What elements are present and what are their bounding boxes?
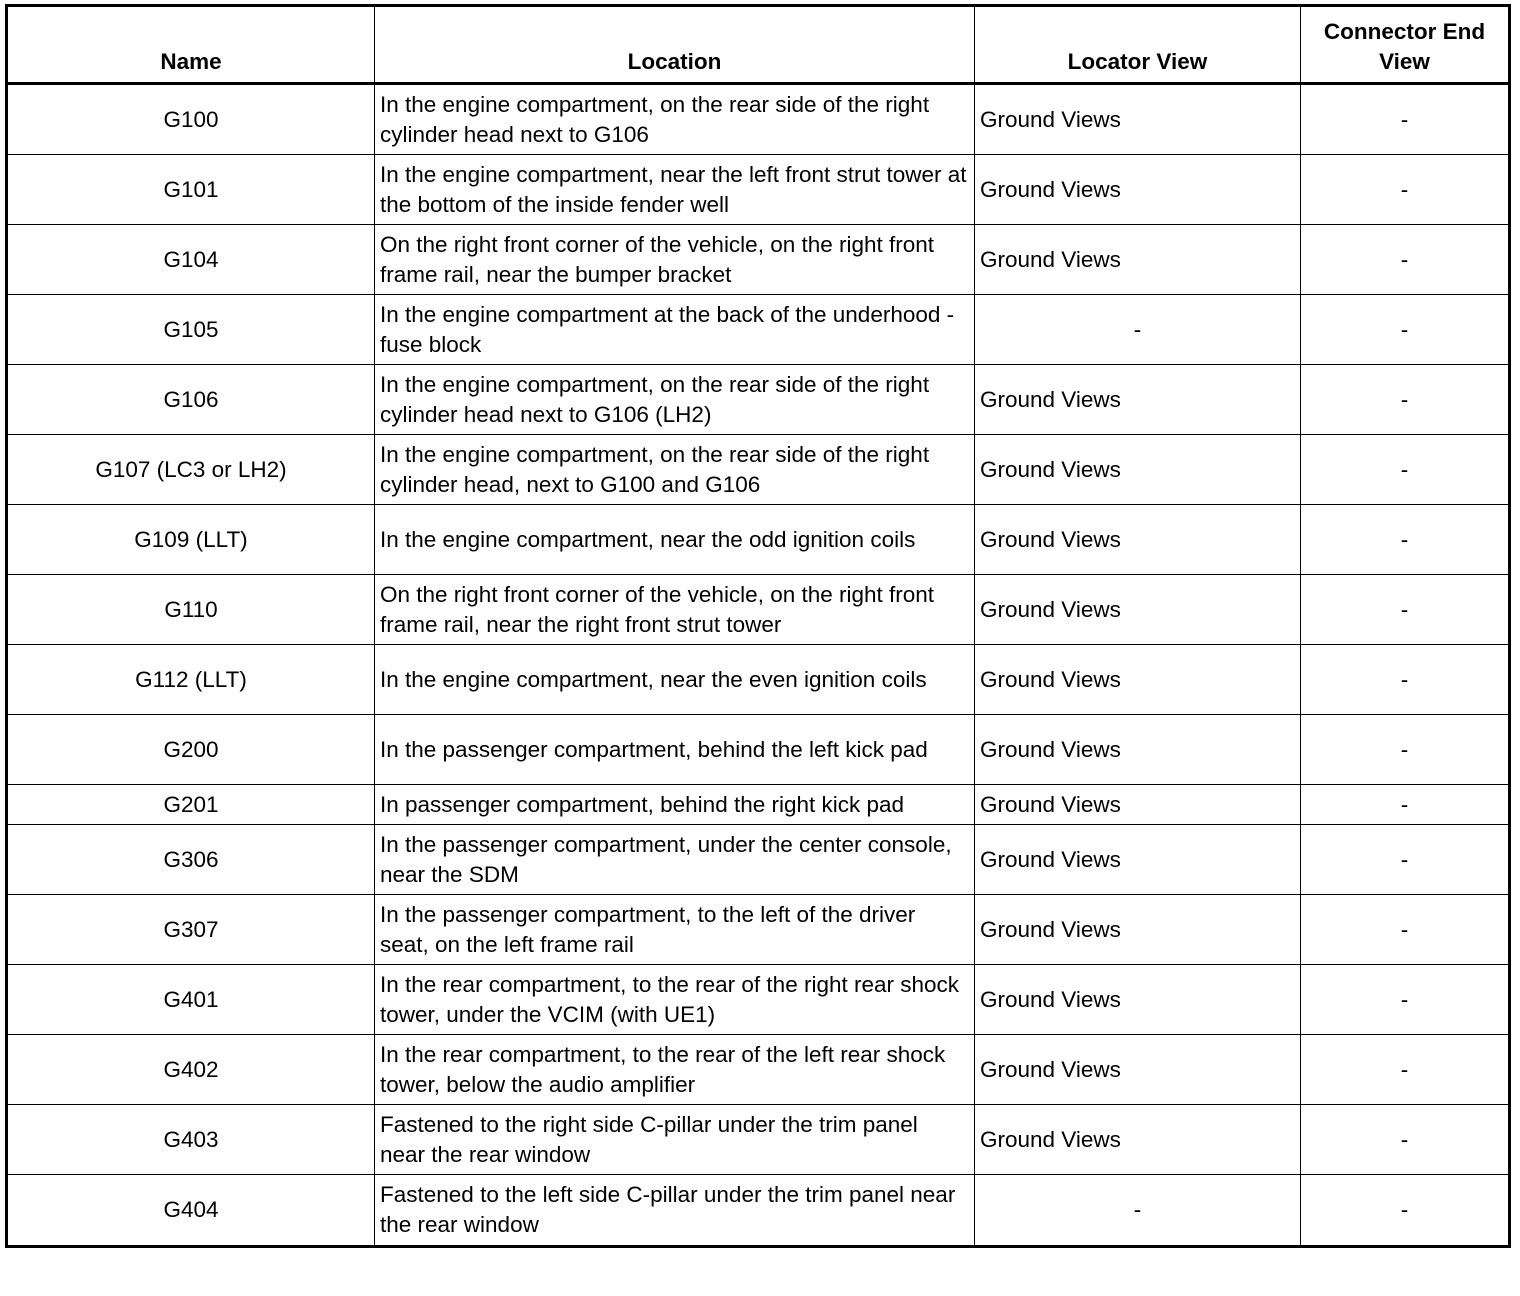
cell-connector-end-view: - bbox=[1301, 965, 1510, 1035]
table-row bbox=[7, 225, 1510, 295]
cell-connector-end-view: - bbox=[1301, 1035, 1510, 1105]
cell-connector-end-view: - bbox=[1301, 505, 1510, 575]
cell-name: G106 bbox=[7, 365, 375, 435]
table-body bbox=[7, 84, 1510, 1247]
table-row bbox=[7, 825, 1510, 895]
cell-name: G306 bbox=[7, 825, 375, 895]
cell-name: G402 bbox=[7, 1035, 375, 1105]
cell-locator-view-link[interactable]: Ground Views bbox=[975, 575, 1301, 645]
cell-connector-end-view: - bbox=[1301, 1105, 1510, 1175]
cell-name: G201 bbox=[7, 785, 375, 825]
ground-locations-table bbox=[5, 4, 1511, 1248]
cell-location: In passenger compartment, behind the right kick pad bbox=[375, 785, 975, 825]
cell-location: On the right front corner of the vehicle, on the right front frame rail, near the bumper bracket bbox=[375, 225, 975, 295]
table-row bbox=[7, 155, 1510, 225]
table-row bbox=[7, 785, 1510, 825]
cell-location: In the rear compartment, to the rear of the right rear shock tower, under the VCIM (with UE1) bbox=[375, 965, 975, 1035]
header-locator-view: Locator View bbox=[975, 6, 1301, 84]
table-row bbox=[7, 895, 1510, 965]
cell-location: In the engine compartment, on the rear side of the right cylinder head next to G106 bbox=[375, 84, 975, 155]
table-row bbox=[7, 575, 1510, 645]
cell-locator-view-link[interactable]: Ground Views bbox=[975, 365, 1301, 435]
cell-connector-end-view: - bbox=[1301, 225, 1510, 295]
cell-name: G109 (LLT) bbox=[7, 505, 375, 575]
header-row bbox=[7, 6, 1510, 84]
table-row bbox=[7, 295, 1510, 365]
table-row bbox=[7, 965, 1510, 1035]
table-row bbox=[7, 1175, 1510, 1247]
table-row bbox=[7, 1035, 1510, 1105]
cell-connector-end-view: - bbox=[1301, 435, 1510, 505]
table-row bbox=[7, 645, 1510, 715]
cell-connector-end-view: - bbox=[1301, 575, 1510, 645]
cell-location: In the engine compartment, near the even ignition coils bbox=[375, 645, 975, 715]
cell-locator-view-link[interactable]: Ground Views bbox=[975, 1035, 1301, 1105]
cell-name: G107 (LC3 or LH2) bbox=[7, 435, 375, 505]
cell-name: G101 bbox=[7, 155, 375, 225]
table-row bbox=[7, 505, 1510, 575]
cell-name: G401 bbox=[7, 965, 375, 1035]
cell-location: Fastened to the right side C-pillar under the trim panel near the rear window bbox=[375, 1105, 975, 1175]
cell-name: G200 bbox=[7, 715, 375, 785]
cell-location: In the rear compartment, to the rear of the left rear shock tower, below the audio amplifier bbox=[375, 1035, 975, 1105]
cell-connector-end-view: - bbox=[1301, 895, 1510, 965]
cell-connector-end-view: - bbox=[1301, 825, 1510, 895]
cell-locator-view-link[interactable]: Ground Views bbox=[975, 825, 1301, 895]
table-row bbox=[7, 84, 1510, 155]
cell-connector-end-view: - bbox=[1301, 1175, 1510, 1247]
cell-connector-end-view: - bbox=[1301, 84, 1510, 155]
cell-location: In the engine compartment at the back of the underhood - fuse block bbox=[375, 295, 975, 365]
header-name: Name bbox=[7, 6, 375, 84]
cell-location: In the passenger compartment, to the left of the driver seat, on the left frame rail bbox=[375, 895, 975, 965]
cell-locator-view-link[interactable]: Ground Views bbox=[975, 84, 1301, 155]
header-location: Location bbox=[375, 6, 975, 84]
cell-name: G110 bbox=[7, 575, 375, 645]
cell-connector-end-view: - bbox=[1301, 155, 1510, 225]
cell-locator-view-link[interactable]: Ground Views bbox=[975, 155, 1301, 225]
cell-location: In the engine compartment, near the odd ignition coils bbox=[375, 505, 975, 575]
cell-name: G403 bbox=[7, 1105, 375, 1175]
cell-locator-view-link[interactable]: Ground Views bbox=[975, 505, 1301, 575]
cell-locator-view: - bbox=[975, 1175, 1301, 1247]
cell-location: Fastened to the left side C-pillar under the trim panel near the rear window bbox=[375, 1175, 975, 1247]
cell-locator-view-link[interactable]: Ground Views bbox=[975, 435, 1301, 505]
cell-connector-end-view: - bbox=[1301, 645, 1510, 715]
cell-name: G112 (LLT) bbox=[7, 645, 375, 715]
cell-connector-end-view: - bbox=[1301, 785, 1510, 825]
table-row bbox=[7, 365, 1510, 435]
cell-name: G105 bbox=[7, 295, 375, 365]
cell-name: G404 bbox=[7, 1175, 375, 1247]
cell-name: G307 bbox=[7, 895, 375, 965]
table-row bbox=[7, 1105, 1510, 1175]
cell-location: In the engine compartment, on the rear side of the right cylinder head, next to G100 and G106 bbox=[375, 435, 975, 505]
cell-locator-view: - bbox=[975, 295, 1301, 365]
cell-locator-view-link[interactable]: Ground Views bbox=[975, 965, 1301, 1035]
cell-location: In the engine compartment, on the rear side of the right cylinder head next to G106 (LH2) bbox=[375, 365, 975, 435]
cell-name: G100 bbox=[7, 84, 375, 155]
cell-locator-view-link[interactable]: Ground Views bbox=[975, 785, 1301, 825]
cell-connector-end-view: - bbox=[1301, 295, 1510, 365]
cell-connector-end-view: - bbox=[1301, 365, 1510, 435]
cell-location: In the passenger compartment, behind the left kick pad bbox=[375, 715, 975, 785]
cell-location: In the passenger compartment, under the center console, near the SDM bbox=[375, 825, 975, 895]
cell-locator-view-link[interactable]: Ground Views bbox=[975, 225, 1301, 295]
cell-location: In the engine compartment, near the left front strut tower at the bottom of the inside fender well bbox=[375, 155, 975, 225]
table-row bbox=[7, 715, 1510, 785]
cell-locator-view-link[interactable]: Ground Views bbox=[975, 645, 1301, 715]
cell-locator-view-link[interactable]: Ground Views bbox=[975, 895, 1301, 965]
cell-connector-end-view: - bbox=[1301, 715, 1510, 785]
cell-name: G104 bbox=[7, 225, 375, 295]
table-header bbox=[7, 6, 1510, 84]
table-row bbox=[7, 435, 1510, 505]
header-connector-end-view: Connector End View bbox=[1301, 6, 1510, 84]
cell-locator-view-link[interactable]: Ground Views bbox=[975, 1105, 1301, 1175]
cell-locator-view-link[interactable]: Ground Views bbox=[975, 715, 1301, 785]
cell-location: On the right front corner of the vehicle, on the right front frame rail, near the right front strut tower bbox=[375, 575, 975, 645]
